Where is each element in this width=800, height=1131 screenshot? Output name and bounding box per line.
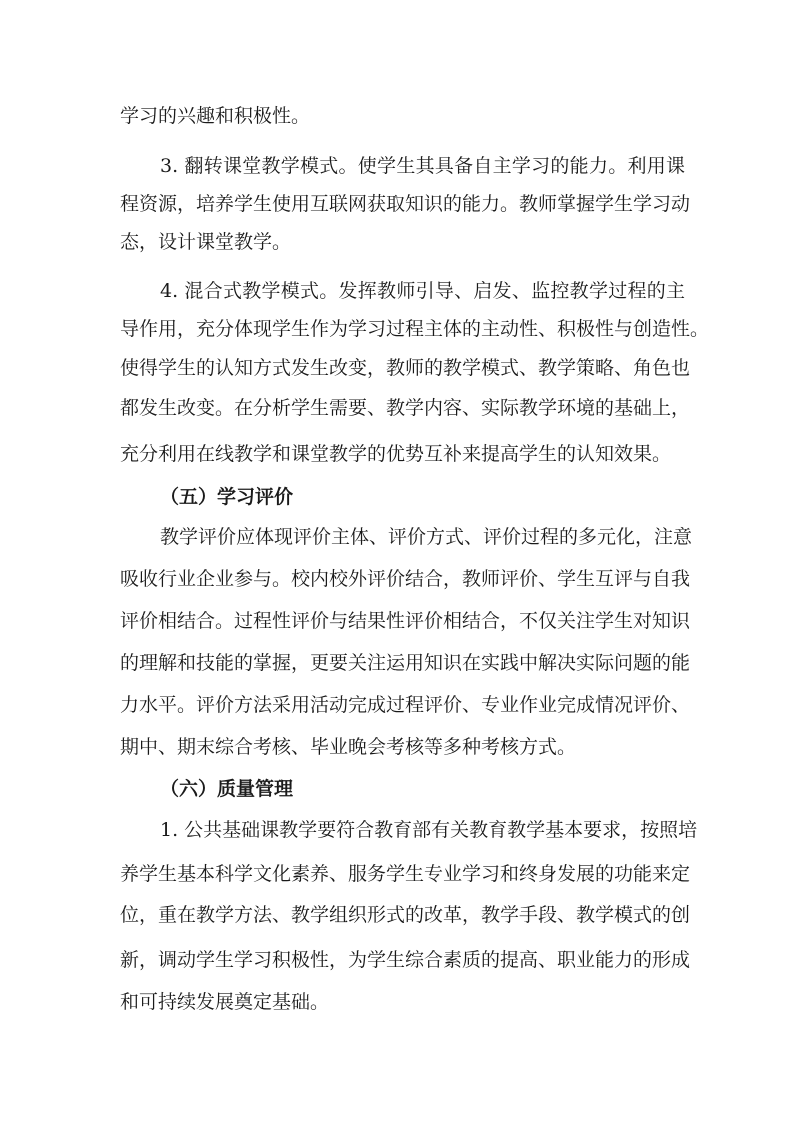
paragraph-line: 位，重在教学方法、教学组织形式的改革，教学手段、教学模式的创	[120, 904, 691, 926]
paragraph-line: 评价相结合。过程性评价与结果性评价相结合，不仅关注学生对知识	[120, 610, 691, 632]
paragraph-line: 4. 混合式教学模式。发挥教师引导、启发、监控教学过程的主	[160, 280, 685, 302]
paragraph-line: 的理解和技能的掌握，更要关注运用知识在实践中解决实际问题的能	[120, 652, 691, 674]
paragraph-line: 态，设计课堂教学。	[120, 231, 292, 253]
section-heading-learning-evaluation: （五）学习评价	[160, 486, 294, 508]
paragraph-line: 养学生基本科学文化素养、服务学生专业学习和终身发展的功能来定	[120, 863, 691, 885]
paragraph-line: 学习的兴趣和积极性。	[120, 105, 311, 127]
paragraph-line: 力水平。评价方法采用活动完成过程评价、专业作业完成情况评价、	[120, 694, 691, 716]
paragraph-line: 教学评价应体现评价主体、评价方式、评价过程的多元化，注意	[160, 526, 693, 548]
paragraph-line: 使得学生的认知方式发生改变，教师的教学模式、教学策略、角色也	[120, 357, 691, 379]
paragraph-line: 充分利用在线教学和课堂教学的优势互补来提高学生的认知效果。	[120, 443, 672, 465]
paragraph-line: 程资源，培养学生使用互联网获取知识的能力。教师掌握学生学习动	[120, 193, 691, 215]
paragraph-line: 新，调动学生学习积极性，为学生综合素质的提高、职业能力的形成	[120, 949, 691, 971]
paragraph-line: 期中、期末综合考核、毕业晚会考核等多种考核方式。	[120, 736, 577, 758]
section-heading-quality-management: （六）质量管理	[160, 778, 294, 800]
paragraph-line: 1. 公共基础课教学要符合教育部有关教育教学基本要求，按照培	[160, 819, 698, 841]
paragraph-line: 都发生改变。在分析学生需要、教学内容、实际教学环境的基础上，	[120, 397, 691, 419]
paragraph-line: 3. 翻转课堂教学模式。使学生其具备自主学习的能力。利用课	[160, 155, 685, 177]
paragraph-line: 和可持续发展奠定基础。	[120, 991, 330, 1013]
paragraph-line: 导作用，充分体现学生作为学习过程主体的主动性、积极性与创造性。	[120, 318, 710, 340]
paragraph-line: 吸收行业企业参与。校内校外评价结合，教师评价、学生互评与自我	[120, 568, 691, 590]
